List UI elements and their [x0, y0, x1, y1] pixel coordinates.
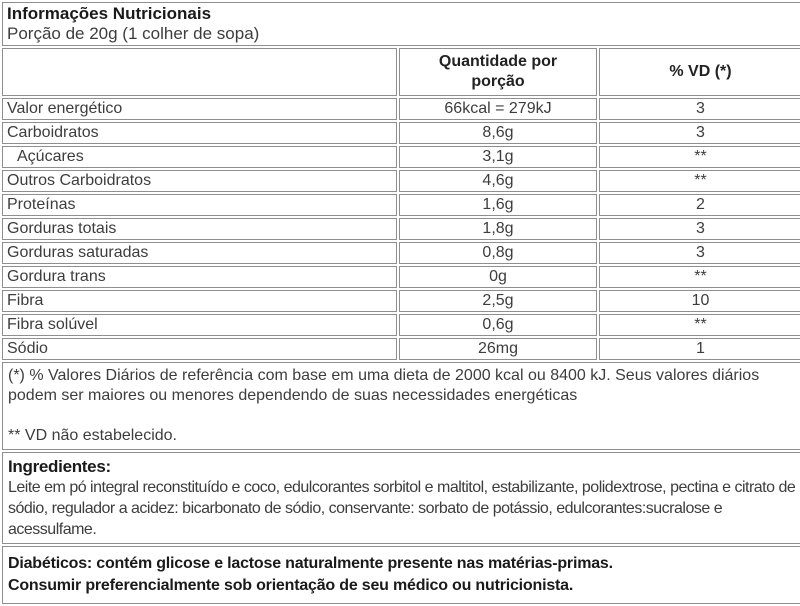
nutrient-vd: 3	[599, 122, 800, 144]
nutrient-amount: 0g	[399, 266, 597, 288]
nutrient-amount: 8,6g	[399, 122, 597, 144]
table-row	[2, 146, 800, 168]
nutrient-name: Gorduras saturadas	[2, 242, 397, 264]
nutrient-vd: 3	[599, 218, 800, 240]
nutrient-amount: 26mg	[399, 338, 597, 360]
nutrient-name: Fibra solúvel	[2, 314, 397, 336]
table-row	[2, 266, 800, 288]
nutrient-amount: 4,6g	[399, 170, 597, 192]
table-row	[2, 290, 800, 312]
ingredients-text: Leite em pó integral reconstituído e coco, edulcorantes sorbitol e maltitol, estabilizante, polidextrose, pectina e citrato de sódio, regulador a acidez: bicarbonato de sódio, conservante: sorbato de potássio, edulcorantes:sucralose e acessulfame.	[8, 479, 796, 538]
diabetics-notice-line2: Consumir preferencialmente sob orientação de seu médico ou nutricionista.	[8, 577, 574, 594]
nutrient-name: Fibra	[2, 290, 397, 312]
nutrient-vd: 10	[599, 290, 800, 312]
diabetics-row	[2, 546, 800, 604]
nutrient-name: Valor energético	[2, 98, 397, 120]
title-cell	[2, 2, 800, 46]
nutrient-vd: **	[599, 146, 800, 168]
nutrient-vd: **	[599, 170, 800, 192]
nutrient-name: Sódio	[2, 338, 397, 360]
column-header-quantity	[399, 48, 597, 96]
vd-not-established-footnote: ** VD não estabelecido.	[8, 427, 177, 444]
table-row	[2, 170, 800, 192]
diabetics-notice-cell	[2, 546, 800, 604]
ingredients-cell	[2, 452, 800, 544]
nutrient-amount: 0,6g	[399, 314, 597, 336]
nutrient-vd: 2	[599, 194, 800, 216]
nutrient-amount: 1,8g	[399, 218, 597, 240]
table-row	[2, 242, 800, 264]
serving-size: Porção de 20g (1 colher de sopa)	[7, 24, 260, 43]
title-row	[2, 2, 800, 46]
table-row	[2, 98, 800, 120]
empty-header-cell	[2, 48, 397, 96]
column-header-vd: % VD (*)	[599, 48, 800, 96]
nutrient-amount: 1,6g	[399, 194, 597, 216]
nutrient-vd: 3	[599, 98, 800, 120]
diabetics-notice-line1: Diabéticos: contém glicose e lactose naturalmente presente nas matérias-primas.	[8, 555, 613, 572]
nutrient-amount: 66kcal = 279kJ	[399, 98, 597, 120]
ingredients-heading: Ingredientes:	[8, 457, 111, 476]
table-row	[2, 122, 800, 144]
page-title: Informações Nutricionais	[7, 4, 212, 23]
nutrient-name: Carboidratos	[2, 122, 397, 144]
nutrient-name: Outros Carboidratos	[2, 170, 397, 192]
column-header-row	[2, 48, 800, 96]
nutrient-vd: **	[599, 314, 800, 336]
nutrient-amount: 2,5g	[399, 290, 597, 312]
nutrient-name: Proteínas	[2, 194, 397, 216]
nutrient-vd: 3	[599, 242, 800, 264]
nutrient-vd: 1	[599, 338, 800, 360]
nutrient-name: Gorduras totais	[2, 218, 397, 240]
nutrient-amount: 3,1g	[399, 146, 597, 168]
nutrient-name: Açúcares	[2, 146, 397, 168]
table-row	[2, 314, 800, 336]
daily-values-footnote: (*) % Valores Diários de referência com base em uma dieta de 2000 kcal ou 8400 kJ. Seus valores diários podem ser maiores ou menores dependendo de suas necessidades energéticas	[8, 367, 760, 404]
table-row	[2, 218, 800, 240]
table-row	[2, 338, 800, 360]
ingredients-row	[2, 452, 800, 544]
nutrient-amount: 0,8g	[399, 242, 597, 264]
nutrient-vd: **	[599, 266, 800, 288]
column-header-quantity-label: Quantidade por porção	[438, 53, 558, 90]
footnote-row	[2, 362, 800, 450]
nutrient-name: Gordura trans	[2, 266, 397, 288]
footnote-spacer	[8, 406, 796, 426]
footnote-cell	[2, 362, 800, 450]
table-row	[2, 194, 800, 216]
